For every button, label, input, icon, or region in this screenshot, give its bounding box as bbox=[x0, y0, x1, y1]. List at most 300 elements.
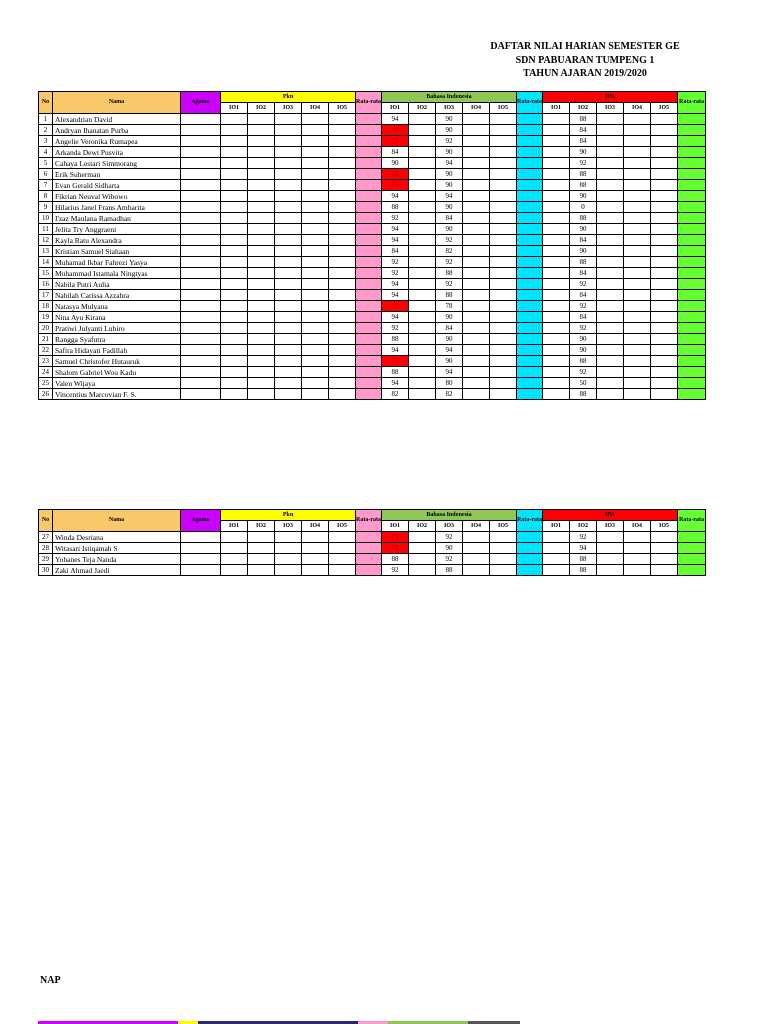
ipa-io1-cell[interactable] bbox=[543, 279, 570, 290]
pkn-cell[interactable] bbox=[329, 246, 356, 257]
ipa-io2-cell[interactable]: 0 bbox=[570, 202, 597, 213]
bahasa-io4-cell[interactable] bbox=[463, 554, 490, 565]
bahasa-io3-cell[interactable]: 90 bbox=[436, 147, 463, 158]
bahasa-io2-cell[interactable] bbox=[409, 224, 436, 235]
ipa-io4-cell[interactable] bbox=[624, 268, 651, 279]
agama-cell[interactable] bbox=[181, 312, 221, 323]
bahasa-io3-cell[interactable]: 90 bbox=[436, 356, 463, 367]
bahasa-io4-cell[interactable] bbox=[463, 180, 490, 191]
bahasa-io5-cell[interactable] bbox=[490, 323, 517, 334]
agama-cell[interactable] bbox=[181, 356, 221, 367]
pkn-cell[interactable] bbox=[329, 147, 356, 158]
ipa-io1-cell[interactable] bbox=[543, 169, 570, 180]
agama-cell[interactable] bbox=[181, 114, 221, 125]
ipa-io4-cell[interactable] bbox=[624, 191, 651, 202]
ipa-io5-cell[interactable] bbox=[651, 136, 678, 147]
bahasa-io5-cell[interactable] bbox=[490, 268, 517, 279]
bahasa-io1-cell[interactable]: 94 bbox=[382, 378, 409, 389]
bahasa-io4-cell[interactable] bbox=[463, 389, 490, 400]
bahasa-io1-cell[interactable]: 92 bbox=[382, 268, 409, 279]
bahasa-io2-cell[interactable] bbox=[409, 543, 436, 554]
bahasa-io5-cell[interactable] bbox=[490, 235, 517, 246]
ipa-io2-cell[interactable]: 88 bbox=[570, 169, 597, 180]
pkn-cell[interactable] bbox=[248, 257, 275, 268]
ipa-io2-cell[interactable]: 88 bbox=[570, 565, 597, 576]
bahasa-io1-cell[interactable]: 94 bbox=[382, 290, 409, 301]
bahasa-io2-cell[interactable] bbox=[409, 268, 436, 279]
ipa-io5-cell[interactable] bbox=[651, 367, 678, 378]
ipa-io5-cell[interactable] bbox=[651, 565, 678, 576]
pkn-cell[interactable] bbox=[329, 532, 356, 543]
agama-cell[interactable] bbox=[181, 191, 221, 202]
ipa-io2-cell[interactable]: 90 bbox=[570, 224, 597, 235]
pkn-cell[interactable] bbox=[275, 301, 302, 312]
ipa-io1-cell[interactable] bbox=[543, 213, 570, 224]
ipa-io3-cell[interactable] bbox=[597, 323, 624, 334]
agama-cell[interactable] bbox=[181, 345, 221, 356]
bahasa-io5-cell[interactable] bbox=[490, 213, 517, 224]
bahasa-io2-cell[interactable] bbox=[409, 147, 436, 158]
pkn-cell[interactable] bbox=[248, 169, 275, 180]
pkn-cell[interactable] bbox=[302, 532, 329, 543]
bahasa-io2-cell[interactable] bbox=[409, 345, 436, 356]
pkn-cell[interactable] bbox=[221, 367, 248, 378]
ipa-io2-cell[interactable]: 88 bbox=[570, 356, 597, 367]
bahasa-io2-cell[interactable] bbox=[409, 191, 436, 202]
ipa-io5-cell[interactable] bbox=[651, 554, 678, 565]
ipa-io3-cell[interactable] bbox=[597, 158, 624, 169]
ipa-io1-cell[interactable] bbox=[543, 565, 570, 576]
pkn-cell[interactable] bbox=[329, 565, 356, 576]
pkn-cell[interactable] bbox=[248, 213, 275, 224]
bahasa-io5-cell[interactable] bbox=[490, 257, 517, 268]
agama-cell[interactable] bbox=[181, 268, 221, 279]
ipa-io4-cell[interactable] bbox=[624, 158, 651, 169]
agama-cell[interactable] bbox=[181, 213, 221, 224]
bahasa-io4-cell[interactable] bbox=[463, 158, 490, 169]
pkn-cell[interactable] bbox=[302, 356, 329, 367]
bahasa-io4-cell[interactable] bbox=[463, 202, 490, 213]
agama-cell[interactable] bbox=[181, 565, 221, 576]
pkn-cell[interactable] bbox=[302, 246, 329, 257]
pkn-cell[interactable] bbox=[221, 323, 248, 334]
ipa-io3-cell[interactable] bbox=[597, 191, 624, 202]
ipa-io3-cell[interactable] bbox=[597, 114, 624, 125]
bahasa-io1-cell[interactable]: 94 bbox=[382, 312, 409, 323]
ipa-io3-cell[interactable] bbox=[597, 213, 624, 224]
bahasa-io3-cell[interactable]: 90 bbox=[436, 224, 463, 235]
pkn-cell[interactable] bbox=[302, 378, 329, 389]
pkn-cell[interactable] bbox=[221, 565, 248, 576]
ipa-io2-cell[interactable]: 84 bbox=[570, 136, 597, 147]
pkn-cell[interactable] bbox=[221, 312, 248, 323]
bahasa-io5-cell[interactable] bbox=[490, 290, 517, 301]
bahasa-io1-cell[interactable]: 75 bbox=[382, 136, 409, 147]
pkn-cell[interactable] bbox=[248, 378, 275, 389]
ipa-io1-cell[interactable] bbox=[543, 334, 570, 345]
bahasa-io1-cell[interactable]: 75 bbox=[382, 169, 409, 180]
pkn-cell[interactable] bbox=[221, 169, 248, 180]
ipa-io5-cell[interactable] bbox=[651, 268, 678, 279]
bahasa-io4-cell[interactable] bbox=[463, 301, 490, 312]
ipa-io2-cell[interactable]: 92 bbox=[570, 532, 597, 543]
ipa-io5-cell[interactable] bbox=[651, 334, 678, 345]
bahasa-io3-cell[interactable]: 90 bbox=[436, 334, 463, 345]
ipa-io5-cell[interactable] bbox=[651, 213, 678, 224]
ipa-io4-cell[interactable] bbox=[624, 136, 651, 147]
bahasa-io3-cell[interactable]: 78 bbox=[436, 301, 463, 312]
pkn-cell[interactable] bbox=[221, 136, 248, 147]
bahasa-io5-cell[interactable] bbox=[490, 180, 517, 191]
pkn-cell[interactable] bbox=[275, 213, 302, 224]
ipa-io2-cell[interactable]: 88 bbox=[570, 257, 597, 268]
ipa-io3-cell[interactable] bbox=[597, 565, 624, 576]
ipa-io3-cell[interactable] bbox=[597, 147, 624, 158]
pkn-cell[interactable] bbox=[275, 554, 302, 565]
bahasa-io4-cell[interactable] bbox=[463, 290, 490, 301]
pkn-cell[interactable] bbox=[302, 224, 329, 235]
pkn-cell[interactable] bbox=[329, 279, 356, 290]
bahasa-io3-cell[interactable]: 84 bbox=[436, 213, 463, 224]
bahasa-io5-cell[interactable] bbox=[490, 301, 517, 312]
bahasa-io2-cell[interactable] bbox=[409, 202, 436, 213]
pkn-cell[interactable] bbox=[302, 554, 329, 565]
bahasa-io3-cell[interactable]: 92 bbox=[436, 235, 463, 246]
bahasa-io1-cell[interactable]: 88 bbox=[382, 334, 409, 345]
agama-cell[interactable] bbox=[181, 169, 221, 180]
agama-cell[interactable] bbox=[181, 224, 221, 235]
pkn-cell[interactable] bbox=[221, 356, 248, 367]
ipa-io4-cell[interactable] bbox=[624, 290, 651, 301]
ipa-io5-cell[interactable] bbox=[651, 279, 678, 290]
pkn-cell[interactable] bbox=[302, 389, 329, 400]
bahasa-io2-cell[interactable] bbox=[409, 367, 436, 378]
ipa-io5-cell[interactable] bbox=[651, 389, 678, 400]
ipa-io1-cell[interactable] bbox=[543, 323, 570, 334]
bahasa-io2-cell[interactable] bbox=[409, 378, 436, 389]
ipa-io1-cell[interactable] bbox=[543, 356, 570, 367]
bahasa-io4-cell[interactable] bbox=[463, 268, 490, 279]
pkn-cell[interactable] bbox=[248, 136, 275, 147]
bahasa-io4-cell[interactable] bbox=[463, 334, 490, 345]
bahasa-io5-cell[interactable] bbox=[490, 356, 517, 367]
bahasa-io5-cell[interactable] bbox=[490, 312, 517, 323]
ipa-io4-cell[interactable] bbox=[624, 389, 651, 400]
pkn-cell[interactable] bbox=[248, 268, 275, 279]
pkn-cell[interactable] bbox=[275, 389, 302, 400]
ipa-io4-cell[interactable] bbox=[624, 345, 651, 356]
pkn-cell[interactable] bbox=[302, 180, 329, 191]
pkn-cell[interactable] bbox=[221, 543, 248, 554]
pkn-cell[interactable] bbox=[248, 356, 275, 367]
bahasa-io5-cell[interactable] bbox=[490, 147, 517, 158]
ipa-io5-cell[interactable] bbox=[651, 180, 678, 191]
bahasa-io1-cell[interactable]: 92 bbox=[382, 565, 409, 576]
pkn-cell[interactable] bbox=[248, 224, 275, 235]
pkn-cell[interactable] bbox=[329, 323, 356, 334]
agama-cell[interactable] bbox=[181, 158, 221, 169]
bahasa-io3-cell[interactable]: 84 bbox=[436, 323, 463, 334]
ipa-io5-cell[interactable] bbox=[651, 257, 678, 268]
agama-cell[interactable] bbox=[181, 180, 221, 191]
pkn-cell[interactable] bbox=[221, 554, 248, 565]
bahasa-io1-cell[interactable]: 88 bbox=[382, 367, 409, 378]
ipa-io1-cell[interactable] bbox=[543, 158, 570, 169]
ipa-io5-cell[interactable] bbox=[651, 532, 678, 543]
pkn-cell[interactable] bbox=[248, 125, 275, 136]
ipa-io5-cell[interactable] bbox=[651, 345, 678, 356]
bahasa-io4-cell[interactable] bbox=[463, 367, 490, 378]
bahasa-io2-cell[interactable] bbox=[409, 125, 436, 136]
pkn-cell[interactable] bbox=[329, 213, 356, 224]
pkn-cell[interactable] bbox=[275, 323, 302, 334]
bahasa-io3-cell[interactable]: 88 bbox=[436, 268, 463, 279]
ipa-io4-cell[interactable] bbox=[624, 356, 651, 367]
pkn-cell[interactable] bbox=[221, 202, 248, 213]
pkn-cell[interactable] bbox=[221, 224, 248, 235]
bahasa-io1-cell[interactable]: 75 bbox=[382, 532, 409, 543]
pkn-cell[interactable] bbox=[329, 378, 356, 389]
ipa-io1-cell[interactable] bbox=[543, 378, 570, 389]
ipa-io4-cell[interactable] bbox=[624, 125, 651, 136]
ipa-io3-cell[interactable] bbox=[597, 334, 624, 345]
ipa-io3-cell[interactable] bbox=[597, 268, 624, 279]
bahasa-io3-cell[interactable]: 92 bbox=[436, 279, 463, 290]
pkn-cell[interactable] bbox=[329, 114, 356, 125]
bahasa-io4-cell[interactable] bbox=[463, 345, 490, 356]
ipa-io2-cell[interactable]: 88 bbox=[570, 213, 597, 224]
bahasa-io3-cell[interactable]: 80 bbox=[436, 378, 463, 389]
ipa-io4-cell[interactable] bbox=[624, 257, 651, 268]
bahasa-io2-cell[interactable] bbox=[409, 279, 436, 290]
bahasa-io4-cell[interactable] bbox=[463, 125, 490, 136]
bahasa-io1-cell[interactable]: 94 bbox=[382, 235, 409, 246]
ipa-io2-cell[interactable]: 90 bbox=[570, 191, 597, 202]
ipa-io1-cell[interactable] bbox=[543, 136, 570, 147]
ipa-io3-cell[interactable] bbox=[597, 169, 624, 180]
ipa-io3-cell[interactable] bbox=[597, 389, 624, 400]
ipa-io4-cell[interactable] bbox=[624, 565, 651, 576]
bahasa-io2-cell[interactable] bbox=[409, 301, 436, 312]
ipa-io4-cell[interactable] bbox=[624, 202, 651, 213]
ipa-io5-cell[interactable] bbox=[651, 224, 678, 235]
bahasa-io2-cell[interactable] bbox=[409, 389, 436, 400]
pkn-cell[interactable] bbox=[302, 191, 329, 202]
pkn-cell[interactable] bbox=[248, 312, 275, 323]
bahasa-io3-cell[interactable]: 94 bbox=[436, 367, 463, 378]
agama-cell[interactable] bbox=[181, 543, 221, 554]
bahasa-io5-cell[interactable] bbox=[490, 543, 517, 554]
bahasa-io5-cell[interactable] bbox=[490, 367, 517, 378]
bahasa-io1-cell[interactable]: 94 bbox=[382, 191, 409, 202]
bahasa-io1-cell[interactable]: 75 bbox=[382, 301, 409, 312]
ipa-io3-cell[interactable] bbox=[597, 554, 624, 565]
ipa-io2-cell[interactable]: 90 bbox=[570, 147, 597, 158]
ipa-io2-cell[interactable]: 88 bbox=[570, 180, 597, 191]
bahasa-io1-cell[interactable]: 84 bbox=[382, 147, 409, 158]
ipa-io1-cell[interactable] bbox=[543, 202, 570, 213]
ipa-io1-cell[interactable] bbox=[543, 191, 570, 202]
agama-cell[interactable] bbox=[181, 125, 221, 136]
bahasa-io3-cell[interactable]: 82 bbox=[436, 389, 463, 400]
bahasa-io2-cell[interactable] bbox=[409, 334, 436, 345]
bahasa-io5-cell[interactable] bbox=[490, 334, 517, 345]
pkn-cell[interactable] bbox=[248, 158, 275, 169]
agama-cell[interactable] bbox=[181, 554, 221, 565]
pkn-cell[interactable] bbox=[248, 345, 275, 356]
pkn-cell[interactable] bbox=[248, 323, 275, 334]
agama-cell[interactable] bbox=[181, 367, 221, 378]
ipa-io3-cell[interactable] bbox=[597, 532, 624, 543]
pkn-cell[interactable] bbox=[275, 246, 302, 257]
ipa-io4-cell[interactable] bbox=[624, 532, 651, 543]
ipa-io5-cell[interactable] bbox=[651, 114, 678, 125]
pkn-cell[interactable] bbox=[329, 334, 356, 345]
agama-cell[interactable] bbox=[181, 323, 221, 334]
bahasa-io5-cell[interactable] bbox=[490, 158, 517, 169]
ipa-io4-cell[interactable] bbox=[624, 180, 651, 191]
bahasa-io5-cell[interactable] bbox=[490, 532, 517, 543]
ipa-io2-cell[interactable]: 84 bbox=[570, 125, 597, 136]
bahasa-io3-cell[interactable]: 88 bbox=[436, 290, 463, 301]
pkn-cell[interactable] bbox=[275, 147, 302, 158]
bahasa-io5-cell[interactable] bbox=[490, 389, 517, 400]
pkn-cell[interactable] bbox=[329, 543, 356, 554]
pkn-cell[interactable] bbox=[275, 378, 302, 389]
bahasa-io1-cell[interactable]: 75 bbox=[382, 125, 409, 136]
agama-cell[interactable] bbox=[181, 334, 221, 345]
pkn-cell[interactable] bbox=[275, 543, 302, 554]
bahasa-io1-cell[interactable]: 88 bbox=[382, 554, 409, 565]
ipa-io1-cell[interactable] bbox=[543, 345, 570, 356]
pkn-cell[interactable] bbox=[329, 301, 356, 312]
pkn-cell[interactable] bbox=[302, 202, 329, 213]
bahasa-io2-cell[interactable] bbox=[409, 356, 436, 367]
bahasa-io4-cell[interactable] bbox=[463, 312, 490, 323]
ipa-io1-cell[interactable] bbox=[543, 125, 570, 136]
bahasa-io5-cell[interactable] bbox=[490, 554, 517, 565]
bahasa-io5-cell[interactable] bbox=[490, 136, 517, 147]
pkn-cell[interactable] bbox=[221, 191, 248, 202]
bahasa-io2-cell[interactable] bbox=[409, 565, 436, 576]
bahasa-io5-cell[interactable] bbox=[490, 191, 517, 202]
pkn-cell[interactable] bbox=[302, 367, 329, 378]
pkn-cell[interactable] bbox=[302, 158, 329, 169]
pkn-cell[interactable] bbox=[302, 279, 329, 290]
ipa-io2-cell[interactable]: 92 bbox=[570, 158, 597, 169]
pkn-cell[interactable] bbox=[248, 532, 275, 543]
pkn-cell[interactable] bbox=[302, 114, 329, 125]
pkn-cell[interactable] bbox=[275, 312, 302, 323]
bahasa-io1-cell[interactable]: 75 bbox=[382, 180, 409, 191]
ipa-io2-cell[interactable]: 90 bbox=[570, 345, 597, 356]
bahasa-io3-cell[interactable]: 92 bbox=[436, 136, 463, 147]
pkn-cell[interactable] bbox=[248, 191, 275, 202]
ipa-io2-cell[interactable]: 50 bbox=[570, 378, 597, 389]
ipa-io1-cell[interactable] bbox=[543, 180, 570, 191]
bahasa-io2-cell[interactable] bbox=[409, 235, 436, 246]
pkn-cell[interactable] bbox=[248, 389, 275, 400]
bahasa-io4-cell[interactable] bbox=[463, 224, 490, 235]
bahasa-io5-cell[interactable] bbox=[490, 345, 517, 356]
pkn-cell[interactable] bbox=[302, 125, 329, 136]
pkn-cell[interactable] bbox=[248, 301, 275, 312]
pkn-cell[interactable] bbox=[275, 114, 302, 125]
agama-cell[interactable] bbox=[181, 279, 221, 290]
bahasa-io1-cell[interactable]: 84 bbox=[382, 246, 409, 257]
pkn-cell[interactable] bbox=[302, 169, 329, 180]
ipa-io5-cell[interactable] bbox=[651, 312, 678, 323]
pkn-cell[interactable] bbox=[221, 378, 248, 389]
ipa-io5-cell[interactable] bbox=[651, 169, 678, 180]
ipa-io2-cell[interactable]: 88 bbox=[570, 554, 597, 565]
ipa-io5-cell[interactable] bbox=[651, 290, 678, 301]
bahasa-io3-cell[interactable]: 90 bbox=[436, 125, 463, 136]
bahasa-io1-cell[interactable]: 94 bbox=[382, 279, 409, 290]
bahasa-io2-cell[interactable] bbox=[409, 158, 436, 169]
agama-cell[interactable] bbox=[181, 301, 221, 312]
ipa-io3-cell[interactable] bbox=[597, 224, 624, 235]
ipa-io4-cell[interactable] bbox=[624, 235, 651, 246]
ipa-io2-cell[interactable]: 88 bbox=[570, 114, 597, 125]
pkn-cell[interactable] bbox=[302, 543, 329, 554]
pkn-cell[interactable] bbox=[329, 191, 356, 202]
ipa-io2-cell[interactable]: 84 bbox=[570, 290, 597, 301]
agama-cell[interactable] bbox=[181, 136, 221, 147]
agama-cell[interactable] bbox=[181, 378, 221, 389]
pkn-cell[interactable] bbox=[302, 323, 329, 334]
ipa-io3-cell[interactable] bbox=[597, 180, 624, 191]
ipa-io1-cell[interactable] bbox=[543, 312, 570, 323]
bahasa-io2-cell[interactable] bbox=[409, 136, 436, 147]
ipa-io2-cell[interactable]: 90 bbox=[570, 334, 597, 345]
ipa-io4-cell[interactable] bbox=[624, 301, 651, 312]
bahasa-io2-cell[interactable] bbox=[409, 323, 436, 334]
bahasa-io1-cell[interactable]: 82 bbox=[382, 389, 409, 400]
bahasa-io1-cell[interactable]: 90 bbox=[382, 158, 409, 169]
bahasa-io2-cell[interactable] bbox=[409, 114, 436, 125]
bahasa-io4-cell[interactable] bbox=[463, 169, 490, 180]
ipa-io3-cell[interactable] bbox=[597, 312, 624, 323]
pkn-cell[interactable] bbox=[329, 367, 356, 378]
pkn-cell[interactable] bbox=[221, 180, 248, 191]
ipa-io4-cell[interactable] bbox=[624, 543, 651, 554]
ipa-io5-cell[interactable] bbox=[651, 158, 678, 169]
ipa-io4-cell[interactable] bbox=[624, 114, 651, 125]
ipa-io4-cell[interactable] bbox=[624, 147, 651, 158]
pkn-cell[interactable] bbox=[329, 169, 356, 180]
pkn-cell[interactable] bbox=[329, 125, 356, 136]
ipa-io2-cell[interactable]: 92 bbox=[570, 367, 597, 378]
ipa-io5-cell[interactable] bbox=[651, 543, 678, 554]
pkn-cell[interactable] bbox=[275, 345, 302, 356]
pkn-cell[interactable] bbox=[221, 125, 248, 136]
bahasa-io5-cell[interactable] bbox=[490, 125, 517, 136]
bahasa-io1-cell[interactable]: 92 bbox=[382, 213, 409, 224]
pkn-cell[interactable] bbox=[329, 158, 356, 169]
bahasa-io4-cell[interactable] bbox=[463, 191, 490, 202]
pkn-cell[interactable] bbox=[248, 554, 275, 565]
bahasa-io1-cell[interactable]: 94 bbox=[382, 224, 409, 235]
ipa-io4-cell[interactable] bbox=[624, 224, 651, 235]
agama-cell[interactable] bbox=[181, 532, 221, 543]
ipa-io2-cell[interactable]: 84 bbox=[570, 312, 597, 323]
ipa-io3-cell[interactable] bbox=[597, 246, 624, 257]
ipa-io4-cell[interactable] bbox=[624, 554, 651, 565]
pkn-cell[interactable] bbox=[302, 301, 329, 312]
pkn-cell[interactable] bbox=[302, 334, 329, 345]
ipa-io4-cell[interactable] bbox=[624, 323, 651, 334]
